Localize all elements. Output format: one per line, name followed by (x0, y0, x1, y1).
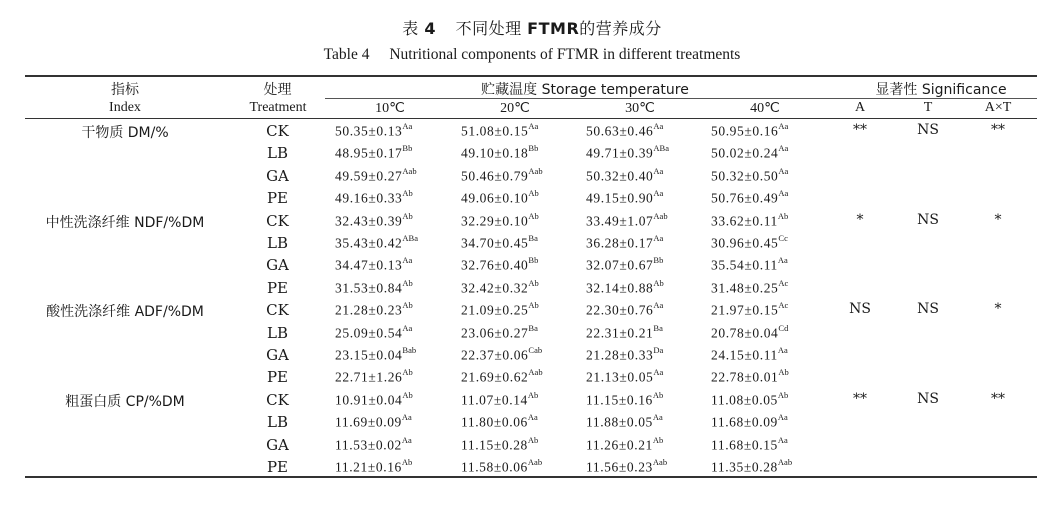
significance-letters: Ab (402, 188, 413, 199)
value-cell (461, 212, 539, 230)
significance-letters: Bab (402, 345, 417, 355)
significance-letters: Ab (527, 434, 539, 445)
significance-letters: Ab (402, 210, 413, 221)
mean-sd: 11.68±0.09 (711, 414, 778, 430)
significance-letters: Aa (777, 434, 788, 445)
significance-letters: Aa (778, 165, 789, 176)
value-cell (335, 458, 412, 476)
significance-letters: Ab (402, 389, 413, 400)
value-cell (586, 122, 663, 140)
value-cell (335, 167, 417, 185)
value-cell (586, 324, 663, 342)
mean-sd: 49.15±0.90 (586, 190, 654, 206)
significance-letters: Aab (528, 165, 543, 176)
header-sig-t: T (923, 100, 933, 115)
index-label: 干物质 DM/% (81, 125, 169, 141)
value-cell (461, 391, 538, 409)
value-cell (335, 324, 412, 342)
top-rule (25, 75, 1037, 77)
sig-axt-value: * (994, 301, 1002, 318)
value-cell (335, 368, 413, 386)
significance-letters: Aa (527, 412, 538, 423)
significance-letters: Aab (528, 367, 543, 378)
significance-letters: Ab (528, 188, 539, 199)
value-cell (711, 413, 788, 431)
value-cell (461, 458, 542, 476)
mean-sd: 22.31±0.21 (586, 325, 654, 341)
mean-sd: 32.42±0.32 (461, 280, 529, 296)
value-cell (335, 346, 416, 364)
value-cell (461, 256, 538, 274)
mean-sd: 49.06±0.10 (461, 190, 529, 206)
significance-letters: Ab (777, 389, 789, 400)
mean-sd: 33.49±1.07 (586, 213, 654, 229)
value-cell (461, 413, 538, 431)
mean-sd: 25.09±0.54 (335, 325, 403, 341)
sig-axt-value: * (994, 211, 1002, 228)
title-en-label: Table 4 (323, 46, 370, 63)
header-temp-40: 40℃ (750, 101, 780, 116)
value-cell (461, 324, 538, 342)
significance-letters: Ab (527, 389, 539, 400)
mean-sd: 11.53±0.02 (335, 437, 402, 453)
value-cell (586, 346, 663, 364)
treatment-label: PE (266, 458, 289, 476)
significance-letters: Ab (528, 300, 539, 311)
mean-sd: 20.78±0.04 (711, 325, 779, 341)
value-cell (711, 324, 788, 342)
significance-letters: Aa (401, 412, 412, 423)
significance-letters: Ab (528, 210, 539, 221)
significance-letters: Ab (402, 300, 413, 311)
significance-letters: Cd (778, 322, 789, 333)
value-cell (461, 144, 538, 162)
value-cell (586, 212, 668, 230)
header-temp-10: 10℃ (375, 101, 405, 116)
significance-letters: Ac (778, 277, 789, 288)
mean-sd: 11.07±0.14 (461, 392, 528, 408)
significance-letters: Aa (778, 188, 789, 199)
treatment-label: LB (267, 413, 288, 432)
value-cell (586, 167, 663, 185)
significance-letters: Ab (652, 434, 664, 445)
bottom-rule (25, 476, 1037, 478)
value-cell (335, 391, 413, 409)
value-cell (711, 234, 788, 252)
mean-sd: 23.06±0.27 (461, 325, 529, 341)
value-cell (335, 279, 413, 297)
value-cell (711, 279, 788, 297)
value-cell (711, 436, 788, 454)
treatment-label: CK (266, 211, 289, 230)
title-prefix: 表 (402, 19, 419, 38)
significance-letters: Ab (777, 210, 789, 221)
significance-letters: Cab (528, 345, 543, 355)
header-sig-axt: A×T (984, 100, 1012, 115)
title-bold-term: FTMR (527, 19, 580, 38)
header-storage-temperature: 贮藏温度 Storage temperature (481, 82, 689, 98)
value-cell (461, 122, 538, 140)
value-cell (586, 144, 669, 162)
mean-sd: 21.13±0.05 (586, 369, 654, 385)
significance-letters: Da (653, 345, 664, 355)
treatment-label: LB (267, 234, 288, 252)
significance-letters: Ba (653, 322, 663, 333)
significance-letters: Cc (778, 233, 788, 243)
mean-sd: 11.58±0.06 (461, 459, 528, 475)
significance-letters: Aab (652, 457, 668, 467)
significance-letters: Aa (528, 121, 539, 131)
sig-a-value: * (856, 211, 864, 228)
mean-sd: 50.76±0.49 (711, 190, 779, 206)
significance-letters: Aa (778, 121, 789, 131)
value-cell (335, 144, 412, 162)
significance-letters: Aa (653, 121, 664, 131)
sig-axt-value: ** (991, 390, 1005, 407)
header-temp-30: 30℃ (625, 101, 655, 116)
value-cell (335, 301, 413, 319)
header-sig-a: A (854, 100, 866, 115)
value-cell (711, 458, 792, 476)
treatment-label: CK (266, 301, 289, 320)
significance-letters: Ab (401, 457, 413, 467)
mean-sd: 22.30±0.76 (586, 302, 654, 318)
value-cell (586, 256, 663, 274)
mean-sd: 11.80±0.06 (461, 414, 528, 430)
significance-letters: Ab (778, 367, 789, 378)
mean-sd: 31.48±0.25 (711, 280, 779, 296)
mean-sd: 21.09±0.25 (461, 302, 529, 318)
treatment-label: CK (266, 122, 289, 140)
value-cell (711, 301, 788, 319)
significance-letters: Aa (401, 434, 412, 445)
sig-t-value: NS (917, 122, 939, 138)
table-title-en (0, 46, 1064, 64)
mean-sd: 11.26±0.21 (586, 437, 653, 453)
mean-sd: 32.14±0.88 (586, 280, 654, 296)
treatment-label: CK (266, 390, 289, 409)
mean-sd: 11.21±0.16 (335, 459, 402, 475)
mean-sd: 32.43±0.39 (335, 213, 403, 229)
mean-sd: 48.95±0.17 (335, 145, 403, 161)
mean-sd: 11.15±0.16 (586, 392, 653, 408)
header-rule (25, 118, 1037, 119)
header-treatment-en: Treatment (249, 100, 307, 115)
value-cell (711, 122, 788, 140)
significance-letters: Aa (652, 412, 663, 423)
value-cell (711, 212, 788, 230)
significance-letters: Bb (402, 143, 413, 154)
value-cell (586, 413, 663, 431)
mean-sd: 51.08±0.15 (461, 123, 529, 139)
significance-letters: ABa (402, 233, 419, 243)
header-treatment-cn: 处理 (263, 82, 292, 98)
significance-letters: Aab (777, 457, 793, 467)
significance-letters: Aa (777, 345, 788, 355)
mean-sd: 36.28±0.17 (586, 235, 654, 251)
value-cell (586, 301, 663, 319)
mean-sd: 21.28±0.33 (586, 347, 654, 363)
significance-letters: Aa (653, 188, 664, 199)
treatment-label: LB (267, 144, 288, 163)
significance-letters: Ba (528, 322, 538, 333)
value-cell (586, 436, 663, 454)
header-index-en: Index (109, 100, 141, 115)
sig-t-value: NS (917, 301, 939, 318)
mean-sd: 21.97±0.15 (711, 302, 779, 318)
significance-letters: Ab (652, 389, 664, 400)
significance-letters: Bb (528, 143, 539, 154)
mean-sd: 50.32±0.40 (586, 168, 654, 184)
mean-sd: 11.15±0.28 (461, 437, 528, 453)
significance-letters: Aa (778, 143, 789, 154)
sig-t-value: NS (917, 211, 939, 228)
value-cell (335, 122, 412, 140)
mean-sd: 33.62±0.11 (711, 213, 778, 229)
index-label: 酸性洗涤纤维 ADF/%DM (46, 304, 204, 321)
mean-sd: 34.70±0.45 (461, 235, 529, 251)
mean-sd: 11.88±0.05 (586, 414, 653, 430)
mean-sd: 21.28±0.23 (335, 302, 403, 318)
treatment-label: PE (266, 368, 289, 387)
mean-sd: 35.43±0.42 (335, 235, 403, 251)
mean-sd: 49.16±0.33 (335, 190, 403, 206)
value-cell (586, 458, 667, 476)
significance-letters: Ac (778, 300, 789, 311)
significance-letters: Aa (653, 233, 664, 243)
sig-a-value: ** (853, 122, 867, 138)
title-text-a: 不同处理 (455, 19, 522, 38)
mean-sd: 11.69±0.09 (335, 414, 402, 430)
sig-t-value: NS (917, 390, 939, 407)
value-cell (461, 189, 539, 207)
value-cell (711, 167, 788, 185)
mean-sd: 22.71±1.26 (335, 369, 403, 385)
significance-letters: Aa (653, 367, 664, 378)
header-index-cn: 指标 (111, 82, 139, 98)
treatment-label: GA (266, 256, 289, 275)
mean-sd: 50.46±0.79 (461, 168, 529, 184)
mean-sd: 22.78±0.01 (711, 369, 779, 385)
treatment-label: PE (266, 189, 289, 208)
mean-sd: 11.35±0.28 (711, 459, 778, 475)
value-cell (335, 413, 412, 431)
mean-sd: 50.63±0.46 (586, 123, 654, 139)
mean-sd: 49.59±0.27 (335, 168, 403, 184)
mean-sd: 50.02±0.24 (711, 145, 779, 161)
mean-sd: 50.32±0.50 (711, 168, 779, 184)
significance-letters: ABa (653, 143, 670, 154)
index-label: 粗蛋白质 CP/%DM (65, 393, 185, 410)
value-cell (586, 368, 663, 386)
value-cell (461, 436, 538, 454)
index-label: 中性洗涤纤维 NDF/%DM (45, 214, 205, 231)
significance-letters: Bb (528, 255, 539, 266)
value-cell (335, 256, 412, 274)
value-cell (711, 368, 789, 386)
mean-sd: 23.15±0.04 (335, 347, 403, 363)
significance-letters: Ab (402, 277, 413, 288)
mean-sd: 35.54±0.11 (711, 257, 778, 273)
value-cell (711, 144, 788, 162)
value-cell (586, 189, 663, 207)
value-cell (335, 189, 413, 207)
value-cell (711, 346, 788, 364)
value-cell (461, 167, 543, 185)
mean-sd: 50.95±0.16 (711, 123, 779, 139)
mean-sd: 32.76±0.40 (461, 257, 529, 273)
significance-letters: Aa (402, 322, 413, 333)
mean-sd: 32.29±0.10 (461, 213, 529, 229)
value-cell (335, 212, 413, 230)
significance-letters: Aab (527, 457, 543, 467)
mean-sd: 31.53±0.84 (335, 280, 403, 296)
value-cell (711, 256, 788, 274)
significance-letters: Aa (402, 121, 413, 131)
value-cell (461, 234, 538, 252)
significance-letters: Aa (402, 255, 413, 266)
significance-letters: Aa (777, 255, 788, 266)
significance-letters: Aab (653, 210, 668, 221)
mean-sd: 49.10±0.18 (461, 145, 529, 161)
treatment-label: GA (266, 346, 289, 364)
table-title-cn (0, 16, 1064, 39)
value-cell (461, 279, 539, 297)
value-cell (461, 301, 539, 319)
mean-sd: 50.35±0.13 (335, 123, 403, 139)
mean-sd: 30.96±0.45 (711, 235, 779, 251)
significance-letters: Ab (653, 277, 664, 288)
value-cell (586, 391, 663, 409)
treatment-label: GA (266, 166, 289, 185)
sig-a-value: ** (853, 390, 867, 407)
value-cell (711, 391, 788, 409)
title-text-b: 的营养成分 (579, 19, 662, 38)
significance-letters: Ab (528, 277, 539, 288)
title-number: 4 (424, 19, 436, 38)
significance-letters: Bb (653, 255, 664, 266)
mean-sd: 49.71±0.39 (586, 145, 654, 161)
sig-axt-value: ** (991, 122, 1005, 138)
significance-letters: Aa (777, 412, 788, 423)
value-cell (461, 368, 543, 386)
mean-sd: 10.91±0.04 (335, 392, 403, 408)
header-temp-20: 20℃ (500, 101, 530, 116)
mean-sd: 21.69±0.62 (461, 369, 529, 385)
mean-sd: 11.56±0.23 (586, 459, 653, 475)
sig-a-value: NS (849, 301, 871, 318)
treatment-label: PE (266, 278, 289, 297)
value-cell (461, 346, 542, 364)
significance-letters: Aa (653, 165, 664, 176)
mean-sd: 34.47±0.13 (335, 257, 403, 273)
header-significance: 显著性 Significance (875, 82, 1007, 98)
value-cell (335, 234, 418, 252)
mean-sd: 24.15±0.11 (711, 347, 778, 363)
mean-sd: 32.07±0.67 (586, 257, 654, 273)
value-cell (586, 234, 663, 252)
significance-letters: Aa (653, 300, 664, 311)
value-cell (586, 279, 664, 297)
treatment-label: LB (267, 323, 288, 342)
value-cell (711, 189, 788, 207)
mean-sd: 22.37±0.06 (461, 347, 529, 363)
significance-letters: Ab (402, 367, 413, 378)
title-en-text: Nutritional components of FTMR in different treatments (389, 46, 741, 63)
value-cell (335, 436, 412, 454)
significance-letters: Ba (528, 233, 538, 243)
treatment-label: GA (266, 435, 289, 454)
mean-sd: 11.68±0.15 (711, 437, 778, 453)
significance-letters: Aab (402, 165, 417, 176)
mean-sd: 11.08±0.05 (711, 392, 778, 408)
